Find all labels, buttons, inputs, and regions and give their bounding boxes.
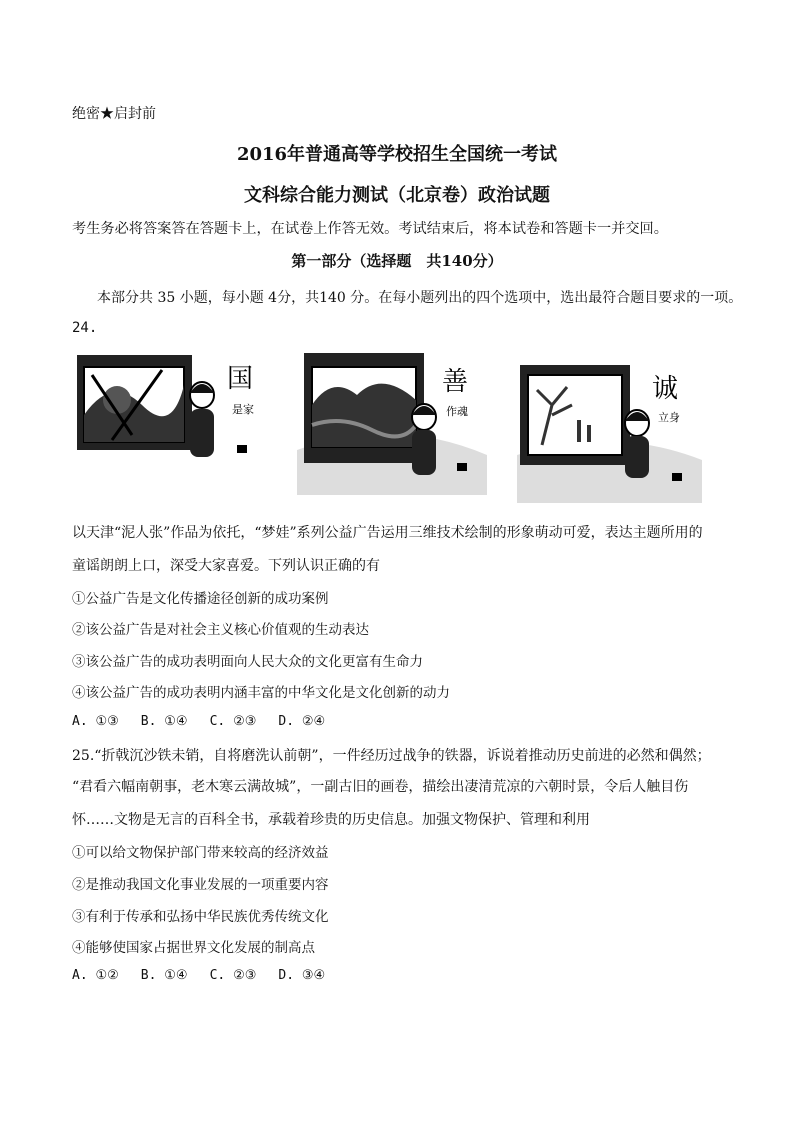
q25-answer-choices	[72, 968, 347, 983]
public-ad-illustration	[72, 345, 712, 505]
ad-panel-2	[297, 353, 487, 495]
exam-title: 2016年普通高等学校招生全国统一考试	[236, 144, 558, 165]
part-title: 第一部分（选择题 共140分）	[291, 252, 503, 270]
q24-stem-line2: 童谣朗朗上口，深受大家喜爱。下列认识正确的有	[72, 558, 380, 574]
q24-option-2: ②该公益广告是对社会主义核心价值观的生动表达	[72, 622, 369, 638]
ad-panel-1	[77, 355, 254, 457]
q25-answer-a: A. ①②	[72, 968, 119, 983]
q24-stem-line1: 以天津“泥人张”作品为依托，“梦娃”系列公益广告运用三维技术绘制的形象萌动可爱，表达主题所用的	[72, 525, 703, 541]
exam-notice: 考生务必将答案答在答题卡上，在试卷上作答无效。考试结束后，将本试卷和答题卡一并交回。	[72, 221, 668, 237]
confidential-label: 绝密★启封前	[72, 106, 156, 122]
q24-answer-a: A. ①③	[72, 714, 119, 729]
ad-char-1: 国	[227, 364, 254, 394]
q25-stem-line2: “君看六幅南朝事，老木寒云满故城”，一副古旧的画卷，描绘出凄清荒凉的六朝时景，令后人触目伤	[72, 779, 689, 795]
q25-answer-d: D. ③④	[278, 968, 326, 983]
part-intro: 本部分共 35 小题，每小题 4分，共140 分。在每小题列出的四个选项中，选出最符合题目要求的一项。	[97, 290, 743, 306]
q25-option-4: ④能够使国家占据世界文化发展的制高点	[72, 940, 315, 956]
q24-answer-choices	[72, 714, 347, 729]
q25-answer-b: B. ①④	[140, 968, 188, 983]
q24-answer-c: C. ②③	[209, 714, 257, 729]
question-number: 24.	[72, 320, 98, 336]
ad-char-2: 善	[442, 367, 469, 397]
q24-option-1: ①公益广告是文化传播途径创新的成功案例	[72, 591, 329, 607]
q25-stem-line1: 25.“折戟沉沙铁未销，自将磨洗认前朝”，一件经历过战争的铁器，诉说着推动历史前进的必然和偶然；	[72, 748, 711, 764]
q25-option-1: ①可以给文物保护部门带来较高的经济效益	[72, 845, 329, 861]
q25-stem-line3: 怀……文物是无言的百科全书，承载着珍贵的历史信息。加强文物保护、管理和利用	[72, 812, 590, 828]
ad-char-3: 诚	[652, 374, 679, 404]
ad-small-1: 是家	[232, 403, 254, 416]
q25-option-2: ②是推动我国文化事业发展的一项重要内容	[72, 877, 329, 893]
ad-small-2: 作魂	[446, 405, 468, 418]
q24-answer-d: D. ②④	[278, 714, 326, 729]
q24-answer-b: B. ①④	[140, 714, 188, 729]
q24-option-4: ④该公益广告的成功表明内涵丰富的中华文化是文化创新的动力	[72, 685, 450, 701]
q24-option-3: ③该公益广告的成功表明面向人民大众的文化更富有生命力	[72, 654, 423, 670]
ad-small-3: 立身	[658, 411, 680, 424]
q25-answer-c: C. ②③	[209, 968, 257, 983]
exam-subtitle: 文科综合能力测试（北京卷）政治试题	[244, 185, 550, 206]
q25-option-3: ③有利于传承和弘扬中华民族优秀传统文化	[72, 909, 329, 925]
ad-panel-3	[517, 365, 702, 503]
